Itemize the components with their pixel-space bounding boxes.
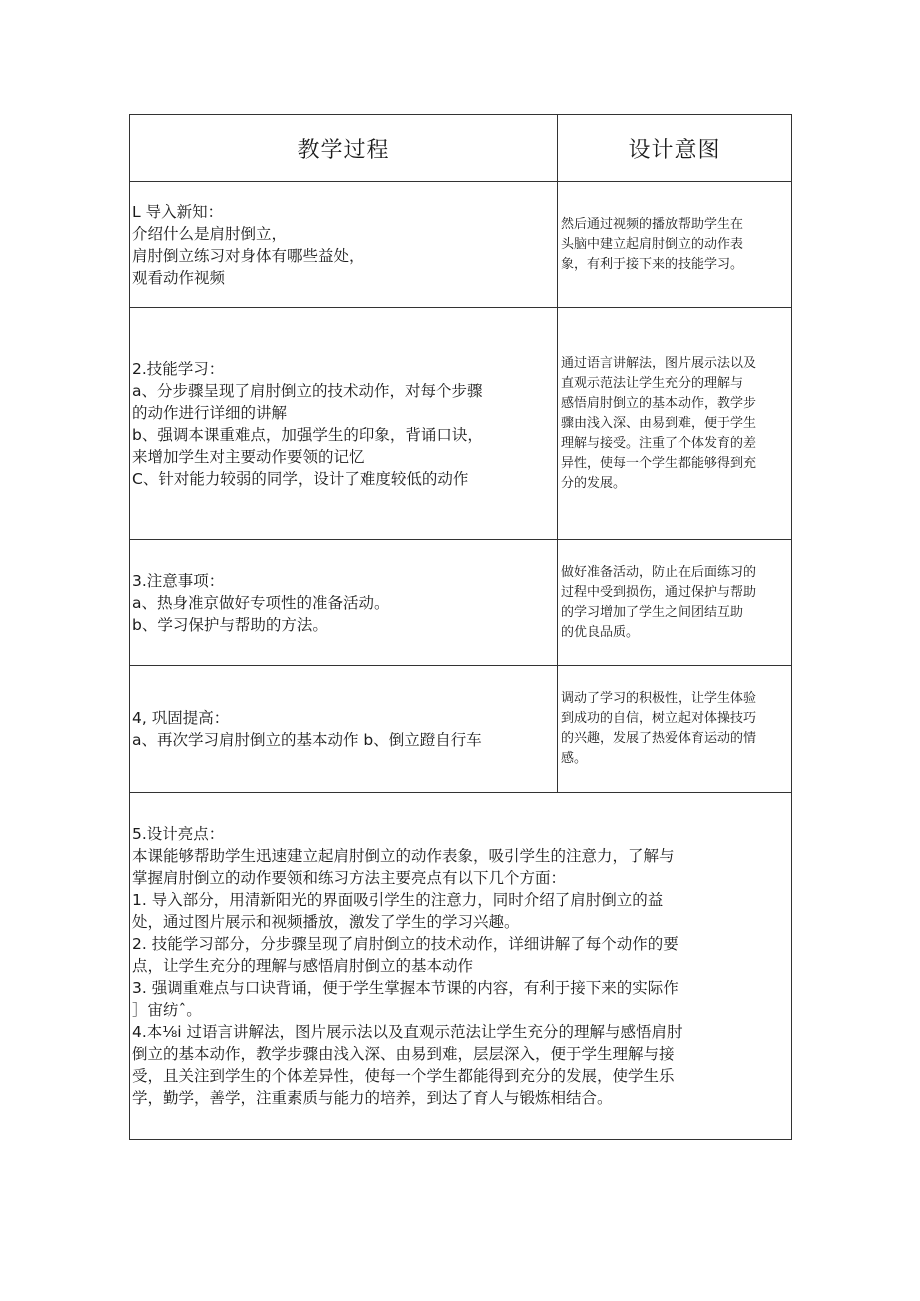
table-row	[130, 308, 792, 540]
intent-line: 然后通过视频的播放帮助学生在	[561, 216, 744, 232]
process-line: b、强调本课重难点，加强学生的印象，背诵口诀，	[132, 425, 483, 444]
intent-line: 象，有利于接下来的技能学习。	[561, 256, 744, 272]
intent-line: 感。	[561, 751, 588, 766]
table-row	[130, 666, 792, 793]
process-line: 2.技能学习：	[132, 359, 225, 378]
process-cell-consolidate	[130, 666, 558, 793]
highlights-line: 4.本⅛i 过语言讲解法，图片展示法以及直观示范法让学生充分的理解与感悟肩肘	[132, 1023, 683, 1041]
intent-line: 分的发展。	[561, 475, 627, 491]
highlights-line: ］宙纺ˆ。	[132, 1001, 202, 1019]
table-row-highlights	[130, 793, 792, 1140]
process-line: 观看动作视频	[132, 268, 226, 287]
process-line: 的动作进行详细的讲解	[132, 403, 288, 422]
process-line: 4, 巩固提高：	[132, 709, 230, 727]
intent-line: 的学习增加了学生之间团结互助	[561, 604, 744, 620]
process-line: a、热身准京做好专项性的准备活动。	[132, 593, 390, 612]
intent-line: 的兴趣，发展了热爱体育运动的情	[561, 731, 757, 746]
highlights-line: 5.设计亮点：	[132, 825, 225, 843]
table-header-row	[130, 115, 792, 182]
highlights-line: 受，且关注到学生的个体差异性，使每一个学生都能得到充分的发展，使学生乐	[132, 1067, 675, 1085]
intent-line: 头脑中建立起肩肘倒立的动作表	[561, 236, 744, 252]
intent-line: 的优良品质。	[561, 624, 640, 640]
highlights-line: 1. 导入部分，用清新阳光的界面吸引学生的注意力，同时介绍了肩肘倒立的益	[132, 891, 664, 909]
highlights-line: 点，让学生充分的理解与感悟肩肘倒立的基本动作	[132, 957, 474, 975]
intent-line: 通过语言讲解法，图片展示法以及	[561, 355, 757, 371]
process-cell-skill	[130, 308, 558, 540]
intent-cell-notes	[558, 540, 792, 666]
process-line: 来增加学生对主要动作要领的记忆	[132, 447, 365, 466]
intent-cell-intro	[558, 182, 792, 308]
highlights-line: 2. 技能学习部分，分步骤呈现了肩肘倒立的技术动作，详细讲解了每个动作的要	[132, 935, 679, 953]
highlights-line: 掌握肩肘倒立的动作要领和练习方法主要亮点有以下几个方面：	[132, 869, 567, 887]
intent-cell-skill	[558, 308, 792, 540]
process-cell-intro	[130, 182, 558, 308]
highlights-line: 3. 强调重难点与口诀背诵，便于学生掌握本节课的内容，有利于接下来的实际作	[132, 979, 679, 997]
design-highlights-cell	[130, 793, 792, 1140]
process-line: a、分步骤呈现了肩肘倒立的技术动作，对每个步骤	[132, 381, 483, 400]
process-line: a、再次学习肩肘倒立的基本动作 b、倒立蹬自行车	[132, 731, 482, 749]
intent-line: 异性，使每一个学生都能够得到充	[561, 455, 757, 471]
header-design-intent: 设计意图	[558, 115, 792, 182]
table-row	[130, 540, 792, 666]
highlights-line: 倒立的基本动作，教学步骤由浅入深、由易到难，层层深入，便于学生理解与接	[132, 1045, 675, 1063]
process-line: 3.注意事项：	[132, 571, 225, 590]
intent-line: 感悟肩肘倒立的基本动作，教学步	[561, 395, 757, 411]
process-line: C、针对能力较弱的同学，设计了难度较低的动作	[132, 469, 469, 488]
intent-cell-consolidate	[558, 666, 792, 793]
highlights-line: 处，通过图片展示和视频播放，激发了学生的学习兴趣。	[132, 913, 520, 931]
intent-line: 骤由浅入深、由易到难，便于学生	[561, 415, 757, 431]
process-line: b、学习保护与帮助的方法。	[132, 615, 328, 634]
intent-line: 直观示范法让学生充分的理解与	[561, 375, 744, 391]
intent-line: 调动了学习的积极性，让学生体验	[561, 691, 757, 706]
process-cell-notes	[130, 540, 558, 666]
intent-line: 做好准备活动，防止在后面练习的	[561, 564, 757, 580]
intent-line: 过程中受到损伤，通过保护与帮助	[561, 584, 757, 600]
intent-line: 理解与接受。注重了个体发育的差	[561, 435, 757, 451]
process-line: L 导入新知：	[132, 202, 224, 221]
header-teaching-process: 教学过程	[130, 115, 558, 182]
table-row	[130, 182, 792, 308]
process-line: 肩肘倒立练习对身体有哪些益处，	[132, 246, 365, 265]
intent-line: 到成功的自信，树立起对体操技巧	[561, 711, 757, 726]
highlights-line: 学，勤学，善学，注重素质与能力的培养，到达了育人与锻炼相结合。	[132, 1089, 613, 1107]
lesson-design-table	[129, 114, 792, 1140]
highlights-line: 本课能够帮助学生迅速建立起肩肘倒立的动作表象，吸引学生的注意力，了解与	[132, 847, 675, 865]
process-line: 介绍什么是肩肘倒立，	[132, 224, 288, 243]
